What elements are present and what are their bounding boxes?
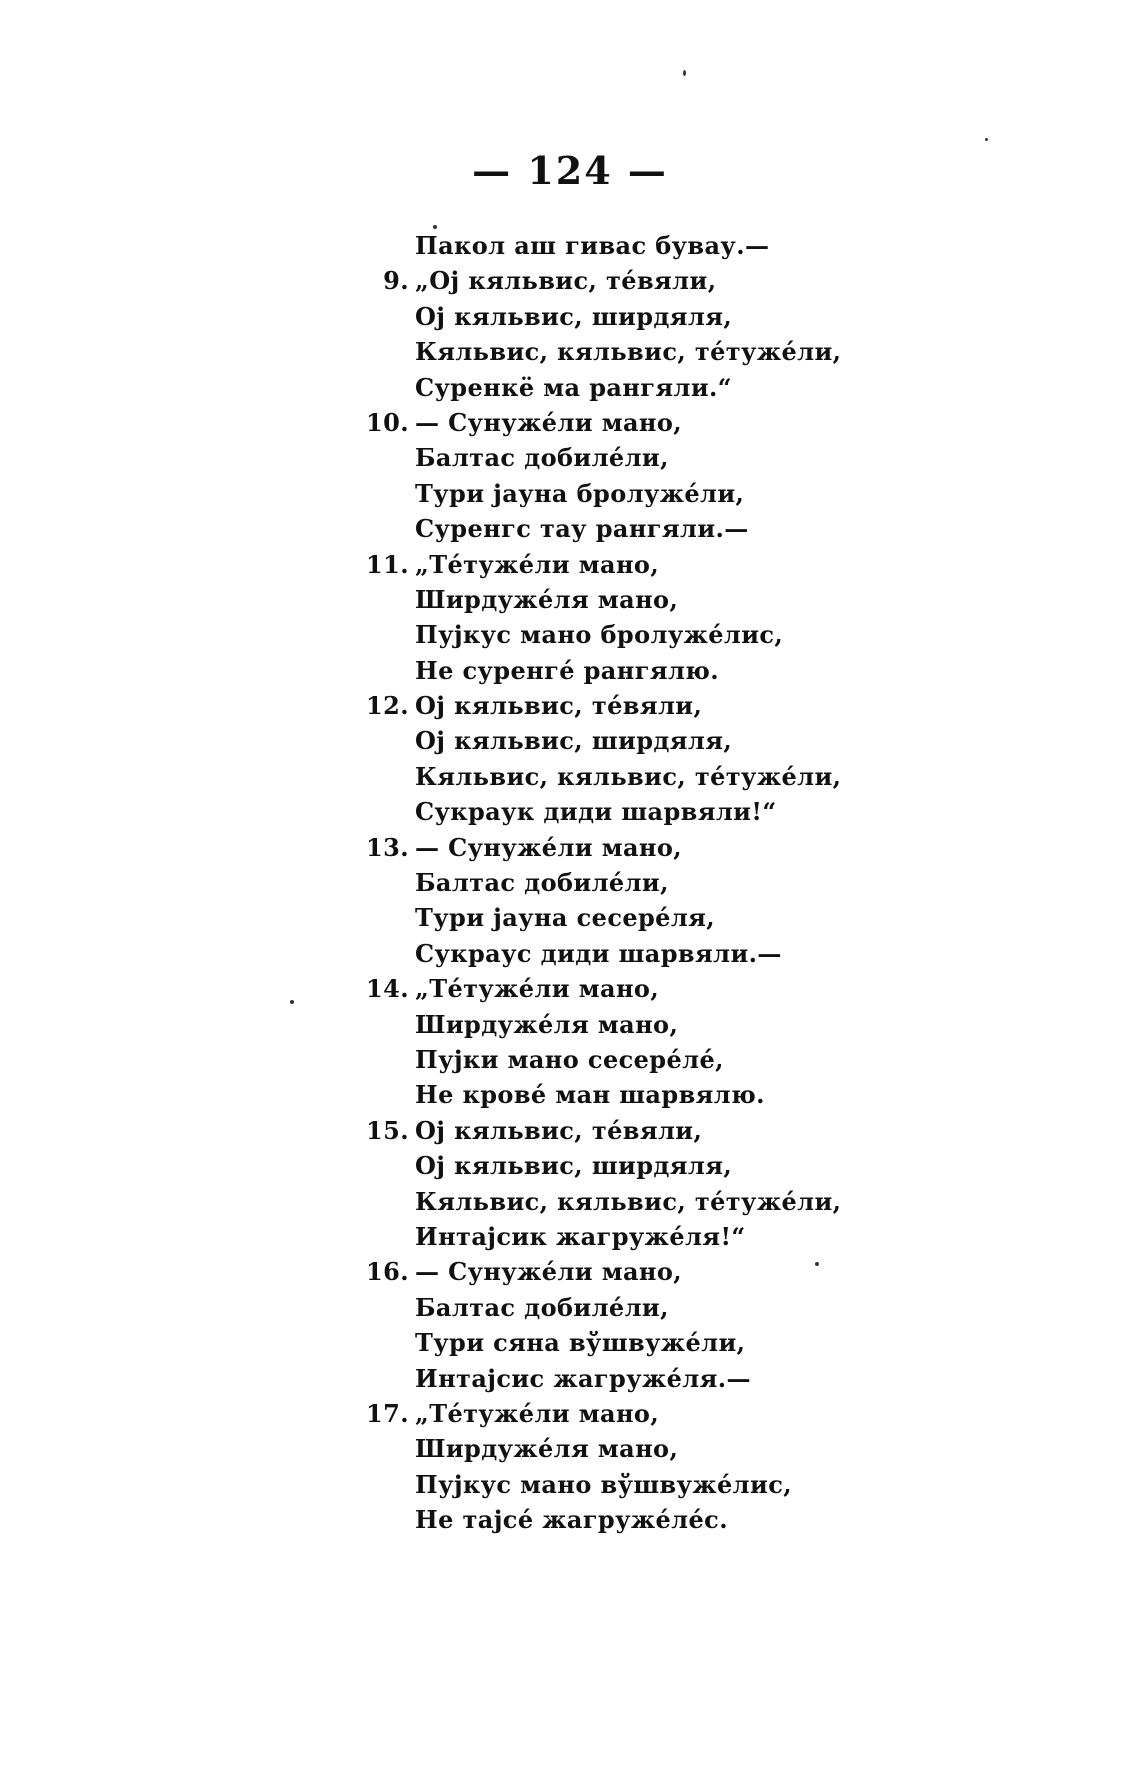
poem-line-text: Пакол аш гивас бувау.— xyxy=(415,231,770,260)
poem-line-text: Оj кяльвис, ширдяля, xyxy=(415,1151,733,1181)
poem-line-text: — Сунужéли мано, xyxy=(415,407,683,437)
verse-number: 14. xyxy=(366,974,409,1004)
poem-line xyxy=(415,723,935,758)
poem-line-text: Тури jауна сесерéля, xyxy=(415,903,716,933)
poem-line xyxy=(366,1113,935,1148)
poem-line-text: Тури сяна вўшвужéли, xyxy=(415,1328,746,1358)
verse-number: 15. xyxy=(366,1115,409,1145)
poem-line-text: Оj кяльвис, ширдяля, xyxy=(415,301,733,331)
poem-line-text: Пуjкус мано вўшвужéлис, xyxy=(415,1469,792,1499)
verse-number: 16. xyxy=(366,1257,409,1287)
poem-line-text: Тури jауна бролужéли, xyxy=(415,478,745,508)
poem-line xyxy=(415,1290,935,1325)
poem-line xyxy=(415,1007,935,1042)
poem-line xyxy=(415,900,935,935)
poem-line-text: Балтас добилéли, xyxy=(415,443,669,473)
poem-line-text: Балтас добилéли, xyxy=(415,868,669,898)
scan-speck xyxy=(290,1000,294,1004)
poem-line xyxy=(415,582,935,617)
poem-line-text: Ширдужéля мано, xyxy=(415,1434,679,1464)
poem-line xyxy=(415,511,935,546)
poem-line-text: Оj кяльвис, тéвяли, xyxy=(415,691,703,721)
poem-line-text: Ширдужéля мано, xyxy=(415,1009,679,1039)
poem-line xyxy=(415,370,935,405)
poem-line xyxy=(415,1077,935,1112)
poem-line xyxy=(415,865,935,900)
poem-line xyxy=(366,1254,935,1289)
scan-speck xyxy=(815,1262,819,1266)
poem-line-text: Интаjсик жагружéля!“ xyxy=(415,1221,746,1251)
verse-number: 10. xyxy=(366,407,409,437)
poem-line-text: — Сунужéли мано, xyxy=(415,1257,683,1287)
poem-line-text: Балтас добилéли, xyxy=(415,1292,669,1322)
poem-line-text: „Тéтужéли мано, xyxy=(415,1398,660,1428)
poem-line xyxy=(415,1502,935,1537)
verse-number: 11. xyxy=(366,549,409,579)
page-number: — 124 — xyxy=(472,148,668,193)
poem-line xyxy=(366,830,935,865)
poem-line-text: „Тéтужéли мано, xyxy=(415,974,660,1004)
poem-line-text: Пуjкус мано бролужéлис, xyxy=(415,620,784,650)
poem-line-text: Суренкё ма рангяли.“ xyxy=(415,372,733,402)
poem-line xyxy=(366,971,935,1006)
poem-text xyxy=(366,228,935,1537)
verse-number: 13. xyxy=(366,832,409,862)
poem-line-text: Интаjсис жагружéля.— xyxy=(415,1363,751,1393)
poem-line xyxy=(366,688,935,723)
poem-line xyxy=(415,334,935,369)
poem-line xyxy=(366,547,935,582)
poem-line-text: Оj кяльвис, ширдяля, xyxy=(415,726,733,756)
poem-line-text: Ширдужéля мано, xyxy=(415,584,679,614)
poem-line-text: Сукраус диди шарвяли.— xyxy=(415,938,782,968)
scan-speck xyxy=(683,70,686,76)
poem-line-text: Не кровé ман шарвялю. xyxy=(415,1080,765,1110)
poem-line xyxy=(415,1361,935,1396)
poem-line xyxy=(415,1042,935,1077)
poem-line xyxy=(415,653,935,688)
poem-line xyxy=(415,440,935,475)
poem-line-text: — Сунужéли мано, xyxy=(415,832,683,862)
poem-line-text: Кяльвис, кяльвис, тéтужéли, xyxy=(415,761,842,791)
poem-line xyxy=(415,617,935,652)
poem-line-text: Пуjки мано сесерéлé, xyxy=(415,1044,724,1074)
poem-line xyxy=(415,299,935,334)
poem-line-text: Кяльвис, кяльвис, тéтужéли, xyxy=(415,337,842,367)
poem-line xyxy=(383,263,935,298)
poem-line xyxy=(415,1148,935,1183)
poem-line-text: Не суренгé рангялю. xyxy=(415,655,720,685)
poem-line xyxy=(415,1325,935,1360)
poem-line xyxy=(415,476,935,511)
poem-line xyxy=(415,1467,935,1502)
poem-line xyxy=(415,759,935,794)
poem-line xyxy=(415,936,935,971)
verse-number: 17. xyxy=(366,1398,409,1428)
verse-number: 12. xyxy=(366,691,409,721)
poem-line xyxy=(366,405,935,440)
poem-line xyxy=(366,1396,935,1431)
poem-line xyxy=(415,228,935,263)
poem-line-text: Суренгс тау рангяли.— xyxy=(415,514,749,544)
poem-line xyxy=(415,1431,935,1466)
verse-number: 9. xyxy=(383,266,409,296)
scan-speck xyxy=(433,225,437,229)
poem-line xyxy=(415,794,935,829)
poem-line-text: Оj кяльвис, тéвяли, xyxy=(415,1115,703,1145)
scan-speck xyxy=(985,138,988,141)
poem-line-text: „Оj кяльвис, тéвяли, xyxy=(415,266,717,296)
poem-line-text: Сукраук диди шарвяли!“ xyxy=(415,797,777,827)
poem-line-text: Кяльвис, кяльвис, тéтужéли, xyxy=(415,1186,842,1216)
poem-line xyxy=(415,1184,935,1219)
poem-line xyxy=(415,1219,935,1254)
poem-line-text: Не таjсé жагружéлéс. xyxy=(415,1505,728,1535)
poem-line-text: „Тéтужéли мано, xyxy=(415,549,660,579)
